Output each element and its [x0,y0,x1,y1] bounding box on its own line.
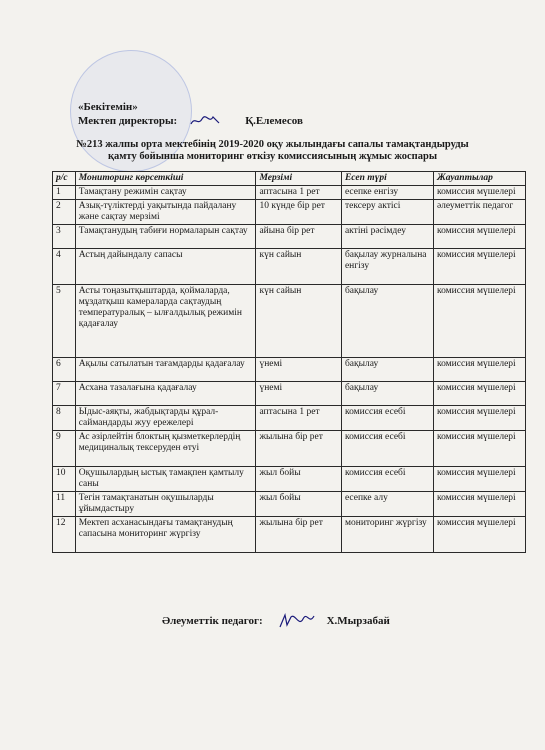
cell-number: 12 [53,517,76,553]
cell-number: 8 [53,406,76,431]
cell-report-type: мониторинг жүргізу [341,517,433,553]
cell-number: 1 [53,186,76,200]
header-number: р/с [53,172,76,186]
cell-indicator: Тамақтанудың табиғи нормаларын сақтау [75,225,256,249]
title-line-1: №213 жалпы орта мектебінің 2019-2020 оқу жылындағы сапалы тамақтандыруды [76,139,469,150]
cell-indicator: Тамақтану режимін сақтау [75,186,256,200]
cell-indicator: Асхана тазалағына қадағалау [75,382,256,406]
table-row [53,431,526,467]
cell-period: айына бір рет [256,225,342,249]
cell-indicator: Ыдыс-аяқты, жабдықтарды құрал-саймандарды жуу ережелері [75,406,256,431]
monitoring-plan-table [52,171,526,553]
approval-heading: «Бекітемін» [78,101,138,113]
cell-responsible: комиссия мүшелері [433,285,525,358]
cell-responsible: комиссия мүшелері [433,431,525,467]
cell-report-type: бақылау [341,358,433,382]
cell-responsible: комиссия мүшелері [433,225,525,249]
cell-period: аптасына 1 рет [256,186,342,200]
cell-period: жыл бойы [256,467,342,492]
cell-period: үнемі [256,382,342,406]
cell-report-type: тексеру актісі [341,200,433,225]
cell-indicator: Ас әзірлейтін блоктың қызметкерлердің медициналық тексеруден өтуі [75,431,256,467]
director-name: Қ.Елемесов [245,114,303,127]
cell-report-type: бақылау журналына енгізу [341,249,433,285]
table-row [53,200,526,225]
director-label: Мектеп директоры: [78,114,178,127]
cell-responsible: әлеуметтік педагог [433,200,525,225]
title-line-2: қамту бойынша мониторинг өткізу комиссиясының жұмыс жоспары [107,151,438,162]
cell-responsible: комиссия мүшелері [433,186,525,200]
cell-responsible: комиссия мүшелері [433,517,525,553]
cell-period: жылына бір рет [256,517,342,553]
table-row [53,467,526,492]
footer-label: Әлеуметтік педагог: [162,615,263,627]
cell-indicator: Тегін тамақтанатын оқушыларды ұйымдастыру [75,492,256,517]
header-period: Мерзімі [256,172,342,186]
cell-report-type: бақылау [341,285,433,358]
cell-number: 7 [53,382,76,406]
cell-indicator: Мектеп асханасындағы тамақтанудың сапасына мониторинг жүргізу [75,517,256,553]
cell-period: жылына бір рет [256,431,342,467]
director-signature-icon [189,114,223,128]
cell-number: 2 [53,200,76,225]
cell-indicator: Азық-түліктерді уақытында пайдалану және сақтау мерзімі [75,200,256,225]
cell-indicator: Оқушылардың ыстық тамақпен қамтылу саны [75,467,256,492]
cell-report-type: комиссия есебі [341,431,433,467]
header-indicator: Мониторинг көрсеткіші [75,172,256,186]
cell-period: жыл бойы [256,492,342,517]
cell-responsible: комиссия мүшелері [433,406,525,431]
pedagogue-signature-icon [277,611,317,631]
cell-indicator: Ақылы сатылатын тағамдарды қадағалау [75,358,256,382]
cell-number: 5 [53,285,76,358]
cell-number: 10 [53,467,76,492]
cell-responsible: комиссия мүшелері [433,249,525,285]
cell-report-type: актіні рәсімдеу [341,225,433,249]
table-header-row [53,172,526,186]
cell-period: күн сайын [256,285,342,358]
cell-responsible: комиссия мүшелері [433,467,525,492]
table-row [53,358,526,382]
cell-period: үнемі [256,358,342,382]
table-row [53,186,526,200]
table-row [53,249,526,285]
cell-report-type: есепке алу [341,492,433,517]
table-body [53,186,526,553]
cell-indicator: Астың дайындалу сапасы [75,249,256,285]
cell-report-type: комиссия есебі [341,406,433,431]
cell-number: 4 [53,249,76,285]
document-title [20,139,525,163]
approval-block [78,101,303,128]
cell-responsible: комиссия мүшелері [433,358,525,382]
table-row [53,517,526,553]
cell-responsible: комиссия мүшелері [433,492,525,517]
footer-name: Х.Мырзабай [326,615,390,627]
header-responsible: Жауаптылар [433,172,525,186]
cell-number: 3 [53,225,76,249]
cell-responsible: комиссия мүшелері [433,382,525,406]
cell-number: 9 [53,431,76,467]
cell-number: 6 [53,358,76,382]
table-row [53,492,526,517]
cell-period: 10 күнде бір рет [256,200,342,225]
cell-period: күн сайын [256,249,342,285]
table-row [53,382,526,406]
cell-period: аптасына 1 рет [256,406,342,431]
table-row [53,225,526,249]
cell-report-type: есепке енгізу [341,186,433,200]
cell-number: 11 [53,492,76,517]
table-row [53,406,526,431]
cell-report-type: бақылау [341,382,433,406]
cell-indicator: Асты тоңазытқыштарда, қоймаларда, мұздатқыш камераларда сақтаудың температуралық – ылғалдылық режимін қадағалау [75,285,256,358]
footer-signature [162,611,390,631]
cell-report-type: комиссия есебі [341,467,433,492]
header-report-type: Есеп түрі [341,172,433,186]
table-row [53,285,526,358]
